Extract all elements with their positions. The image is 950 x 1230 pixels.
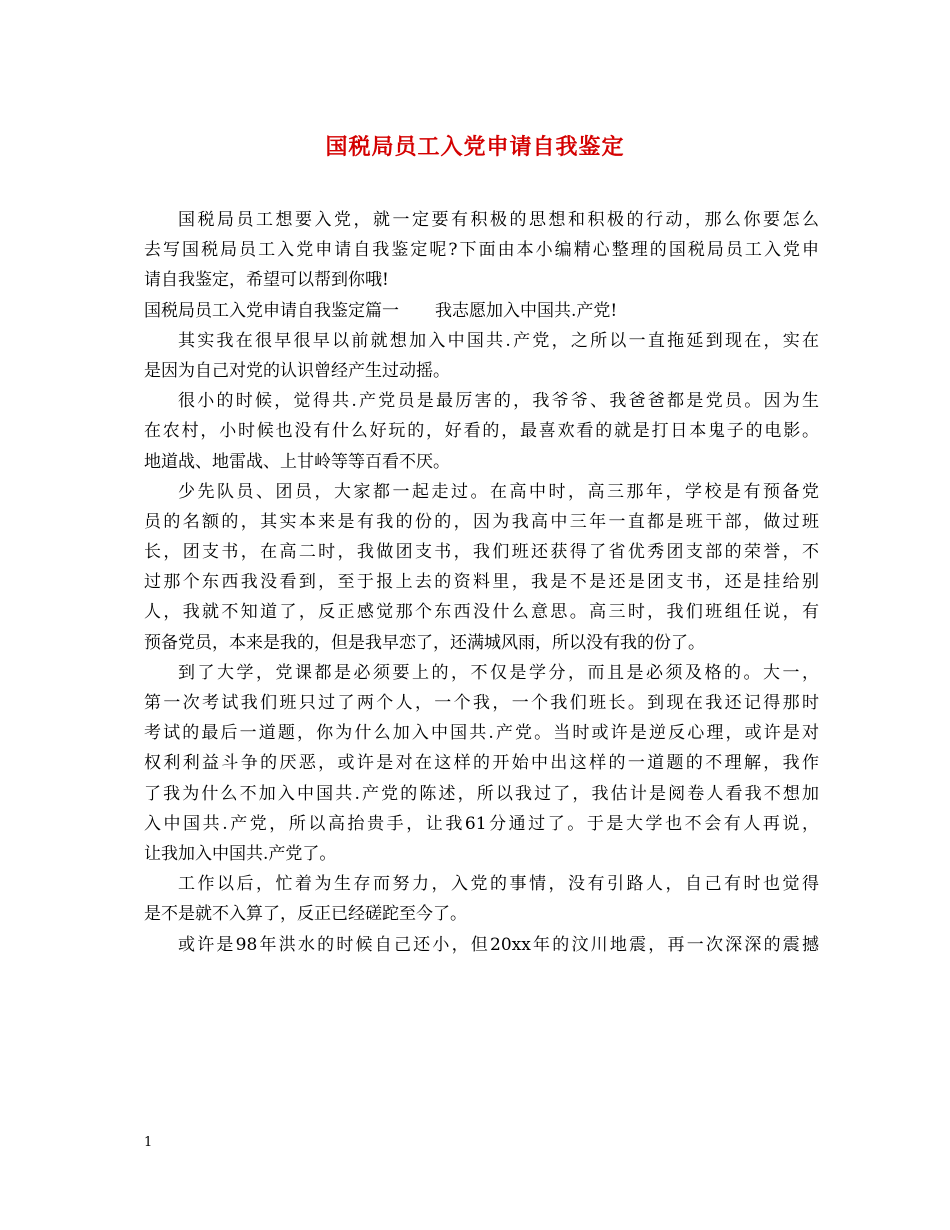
body-line: 或许是98年洪水的时候自己还小，但20xx年的汶川地震，再一次深深的震撼 [178, 934, 819, 955]
body-line: 到了大学，党课都是必须要上的，不仅是学分，而且是必须及格的。大一， [178, 662, 819, 683]
body-line: 长，团支书，在高二时，我做团支书，我们班还获得了省优秀团支部的荣誉，不 [144, 542, 819, 563]
page-number: 1 [144, 1135, 153, 1150]
body-line: 预备党员，本来是我的，但是我早恋了，还满城风雨，所以没有我的份了。 [144, 632, 705, 653]
body-line: 少先队员、团员，大家都一起走过。在高中时，高三那年，学校是有预备党 [178, 481, 819, 502]
body-line: 人，我就不知道了，反正感觉那个东西没什么意思。高三时，我们班组任说，有 [144, 602, 819, 623]
body-line: 第一次考试我们班只过了两个人，一个我，一个我们班长。到现在我还记得那时 [144, 693, 819, 713]
body-line: 员的名额的，其实本来是有我的份的，因为我高中三年一直都是班干部，做过班 [144, 511, 819, 532]
body-line: 地道战、地雷战、上甘岭等等百看不厌。 [144, 451, 450, 472]
section-gap [399, 296, 435, 326]
document-title: 国税局员工入党申请自我鉴定 [325, 134, 625, 160]
body-line: 过那个东西我没看到，至于报上去的资料里，我是不是还是团支书，还是挂给别 [144, 572, 819, 593]
body-line: 其实我在很早很早以前就想加入中国共.产党，之所以一直拖延到现在，实在 [178, 330, 819, 351]
body-line: 请自我鉴定，希望可以帮到你哦! [144, 270, 389, 291]
body-line: 入中国共.产党，所以高抬贵手，让我61分通过了。于是大学也不会有人再说， [144, 813, 819, 834]
body-line: 国税局员工想要入党，就一定要有积极的思想和积极的行动，那么你要怎么 [178, 210, 819, 230]
document-body [144, 205, 819, 960]
body-line: 去写国税局员工入党申请自我鉴定呢?下面由本小编精心整理的国税局员工入党申 [144, 240, 819, 261]
body-line: 了我为什么不加入中国共.产党的陈述，所以我过了，我估计是阅卷人看我不想加 [144, 783, 819, 804]
body-line: 考试的最后一道题，你为什么加入中国共.产党。当时或许是逆反心理，或许是对 [144, 723, 819, 744]
body-line: 是因为自己对党的认识曾经产生过动摇。 [144, 360, 450, 381]
body-line: 在农村，小时候也没有什么好玩的，好看的，最喜欢看的就是打日本鬼子的电影。 [144, 421, 819, 442]
body-line: 很小的时候，觉得共.产党员是最厉害的，我爷爷、我爸爸都是党员。因为生 [178, 391, 819, 412]
body-line: 让我加入中国共.产党了。 [144, 843, 337, 864]
section-heading: 国税局员工入党申请自我鉴定篇一 [144, 300, 399, 321]
section-heading-line [144, 296, 819, 326]
body-line: 工作以后，忙着为生存而努力，入党的事情，没有引路人，自己有时也觉得 [178, 874, 819, 895]
body-line: 权利利益斗争的厌恶，或许是对在这样的开始中出这样的一道题的不理解，我作 [144, 753, 819, 774]
section-statement: 我志愿加入中国共.产党! [435, 300, 618, 321]
body-line: 是不是就不入算了，反正已经磋跎至今了。 [144, 904, 467, 925]
